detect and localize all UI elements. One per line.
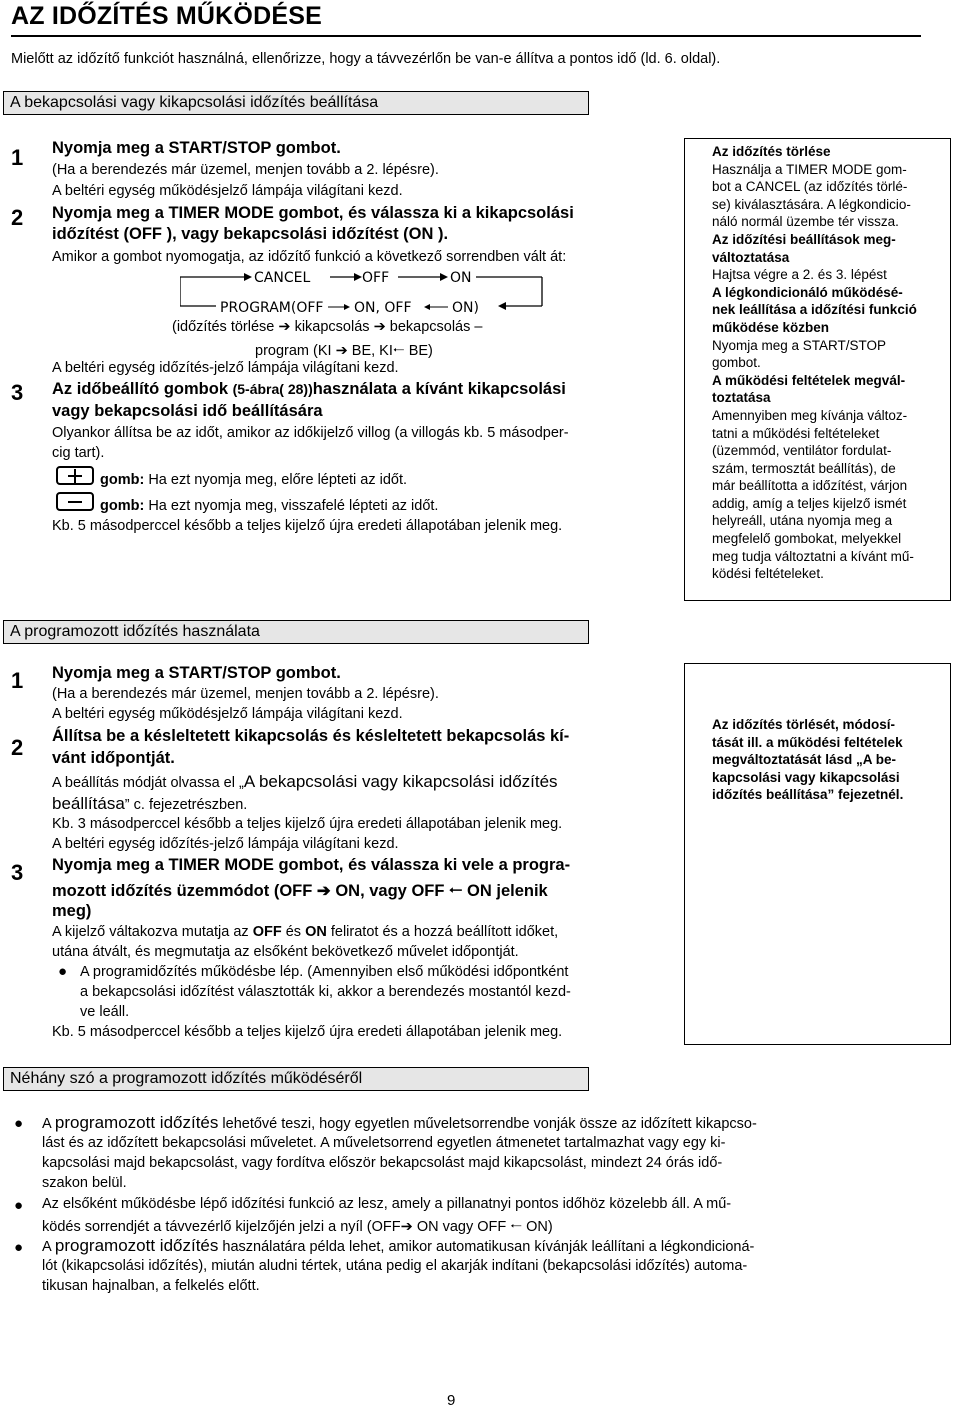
title-divider [11, 35, 921, 37]
final-text: Kb. 5 másodperccel később a teljes kijelző újra eredeti állapotában jelenik meg. [52, 518, 563, 534]
minus-button-description: gomb: Ha ezt nyomja meg, visszafelé lépteti az időt. [100, 498, 439, 514]
bullet-text: lót (kikapcsolási időzítés), miután aludni tértek, utána pedig el akarják indítani (bekapcsolási időzítés) automa- [42, 1258, 748, 1274]
step-heading: vagy bekapcsolási idő beállítására [52, 402, 323, 420]
page-title: AZ IDŐZÍTÉS MŰKÖDÉSE [11, 2, 322, 30]
step-text: Olyankor állítsa be az időt, amikor az időkijelző villog (a villogás kb. 5 másodper- [52, 425, 569, 441]
intro-text: Mielőtt az időzítő funkciót használná, ellenőrizze, hogy a távvezérlőn be van-e állítva a pontos idő (ld. 6. oldal). [11, 51, 721, 67]
step-heading: Nyomja meg a START/STOP gombot. [52, 664, 341, 682]
bullet-text: kapcsolási majd bekapcsolást, vagy fordítva először bekapcsolást majd kikapcsolást, mindezt 24 órás idő- [42, 1155, 723, 1171]
step-text: (Ha a berendezés már üzemel, menjen tovább a 2. lépésre). [52, 162, 439, 178]
info-sidebox-timer: Az időzítés törlése Használja a TIMER MODE gom- bot a CANCEL (az időzítés törlé- se) kiválasztására. A légkondicio- náló normál üzembe tér vissza. Az időzítési beállítások meg- változtatása Hajtsa végre a 2. és 3. lépést A légkondicionáló működésé- nek leállítása a időzítési funkció működése közben Nyomja meg a START/STOP gombot. A működési feltételek megvál- toztatása Amennyiben meg kívánja változ- tatni a működési feltételeket (üzemmód, ventilátor fordulat- szám, termosztát beállítás), de már beállította a időzítést, várjon addig, amíg a teljes kijelző ismét helyreáll, utána nyomja meg a megfelelő gombokat, melyekkel meg tudja változtatni a kívánt mű- ködési feltételeket. [684, 138, 951, 601]
step-heading: mozott időzítés üzemmódot (OFF ➔ ON, vagy OFF 🠀 ON jelenik [52, 882, 548, 900]
sequence-line-2: program (KI ➔ BE, KI🠀 BE) [255, 343, 433, 359]
arrow-right-icon: ➔ [335, 343, 348, 359]
arrow-right-icon: ➔ [373, 319, 386, 335]
step-number: 1 [11, 145, 24, 170]
diagram-label-off: OFF [362, 270, 390, 286]
bullet-icon: ● [14, 1197, 24, 1214]
step-number: 2 [11, 735, 24, 760]
diagram-label-cancel: CANCEL [254, 270, 311, 286]
step-text: Kb. 5 másodperccel később a teljes kijelző újra eredeti állapotában jelenik meg. [52, 1024, 563, 1040]
bullet-text: A programozott időzítés lehetővé teszi, hogy egyetlen műveletsorrendbe vonják össze az időzített kikapcso- [42, 1113, 757, 1132]
bullet-icon: ● [14, 1115, 24, 1132]
bullet-icon: ● [14, 1239, 24, 1256]
step-text: A programidőzítés működésbe lép. (Amennyiben első működési időpontként [80, 964, 569, 980]
step-heading: vánt időpontját. [52, 749, 175, 767]
step-text: A beltéri egység időzítés-jelző lámpája világítani kezd. [52, 836, 399, 852]
bullet-text: A programozott időzítés használatára példa lehet, amikor automatikusan kívánják leállítani a légkondicioná- [42, 1236, 755, 1255]
step-text: A beltéri egység működésjelző lámpája világítani kezd. [52, 183, 403, 199]
lamp-text: A beltéri egység időzítés-jelző lámpája világítani kezd. [52, 360, 399, 376]
step-text: Amikor a gombot nyomogatja, az időzítő funkció a következő sorrendben vált át: [52, 249, 567, 265]
sequence-line-1: (időzítés törlése ➔ kikapcsolás ➔ bekapcsolás – [172, 319, 483, 335]
plus-button-description: gomb: Ha ezt nyomja meg, előre lépteti az időt. [100, 472, 408, 488]
step-heading: Az időbeállító gombok (5-ábra( 28))használata a kívánt kikapcsolási [52, 380, 566, 398]
step-number: 3 [11, 380, 24, 405]
bullet-icon: ● [58, 963, 68, 980]
section-heading-timer-setup: A bekapcsolási vagy kikapcsolási időzítés beállítása [3, 91, 589, 115]
bullet-text: Az elsőként működésbe lépő időzítési funkció az lesz, amely a pillanatnyi pontos időhöz közelebb áll. A mű- [42, 1196, 732, 1212]
plus-button-icon [56, 466, 94, 485]
bullet-text: lást és az időzített bekapcsolási műveletet. A műveletsorrend egyetlen átmenetet tartalmazhat vagy egy ki- [42, 1135, 726, 1151]
step-heading: Nyomja meg a TIMER MODE gombot, és válassza ki vele a progra- [52, 856, 571, 874]
page-number: 9 [447, 1392, 456, 1409]
step-heading: Nyomja meg a TIMER MODE gombot, és válassza ki a kikapcsolási [52, 204, 574, 222]
step-number: 1 [11, 668, 24, 693]
section-heading-about-programmed: Néhány szó a programozott időzítés működéséről [3, 1067, 589, 1091]
bullet-text: ködés sorrendjét a távvezérlő kijelzőjén jelzi a nyíl (OFF➔ ON vagy OFF 🠀 ON) [42, 1219, 553, 1235]
step-text: A beltéri egység működésjelző lámpája világítani kezd. [52, 706, 403, 722]
step-text: Kb. 3 másodperccel később a teljes kijelző újra eredeti állapotában jelenik meg. [52, 816, 563, 832]
arrow-left-icon: 🠀 [449, 882, 463, 900]
step-heading: Állítsa be a késleltetett kikapcsolás és késleltetett bekapcsolás kí- [52, 727, 570, 745]
step-heading: időzítést (OFF ), vagy bekapcsolási időzítést (ON ). [52, 225, 449, 243]
section-heading-programmed-timer: A programozott időzítés használata [3, 620, 589, 644]
step-text: ve leáll. [80, 1004, 130, 1020]
step-number: 3 [11, 860, 24, 885]
bullet-text: szakon belül. [42, 1175, 127, 1191]
minus-button-icon [56, 492, 94, 511]
timer-mode-cycle-diagram [180, 268, 550, 318]
step-text: A beállítás módját olvassa el „A bekapcsolási vagy kikapcsolási időzítés [52, 772, 558, 791]
step-text: beállítása” c. fejezetrészben. [52, 794, 248, 813]
step-text: cig tart). [52, 445, 105, 461]
arrow-left-icon: 🠀 [392, 343, 405, 359]
step-text: (Ha a berendezés már üzemel, menjen tovább a 2. lépésre). [52, 686, 439, 702]
diagram-label-program-on-off: ON, OFF [354, 300, 412, 316]
arrow-left-icon: 🠀 [510, 1219, 523, 1235]
step-text: a bekapcsolási időzítést választották ki, akkor a berendezés mostantól kezd- [80, 984, 571, 1000]
arrow-right-icon: ➔ [400, 1219, 413, 1235]
diagram-label-program: PROGRAM(OFF [220, 300, 324, 316]
info-sidebox-programmed: Az időzítés törlését, módosí- tását ill. a működési feltételek megváltoztatását lásd „A be- kapcsolási vagy kikapcsolási időzítés beállítása” fejezetnél. [684, 663, 951, 1045]
step-heading: meg) [52, 902, 92, 920]
arrow-right-icon: ➔ [278, 319, 291, 335]
diagram-label-on: ON [450, 270, 472, 286]
step-text: A kijelző váltakozva mutatja az OFF és ON feliratot és a hozzá beállított időket, [52, 924, 559, 940]
step-text: utána átvált, és megmutatja az elsőként bekövetkező művelet időpontját. [52, 944, 519, 960]
step-heading: Nyomja meg a START/STOP gombot. [52, 139, 341, 157]
step-number: 2 [11, 205, 24, 230]
diagram-label-program-end: ON) [452, 300, 479, 316]
bullet-text: tikusan hajnalban, a felkelés előtt. [42, 1278, 260, 1294]
arrow-right-icon: ➔ [316, 882, 331, 900]
